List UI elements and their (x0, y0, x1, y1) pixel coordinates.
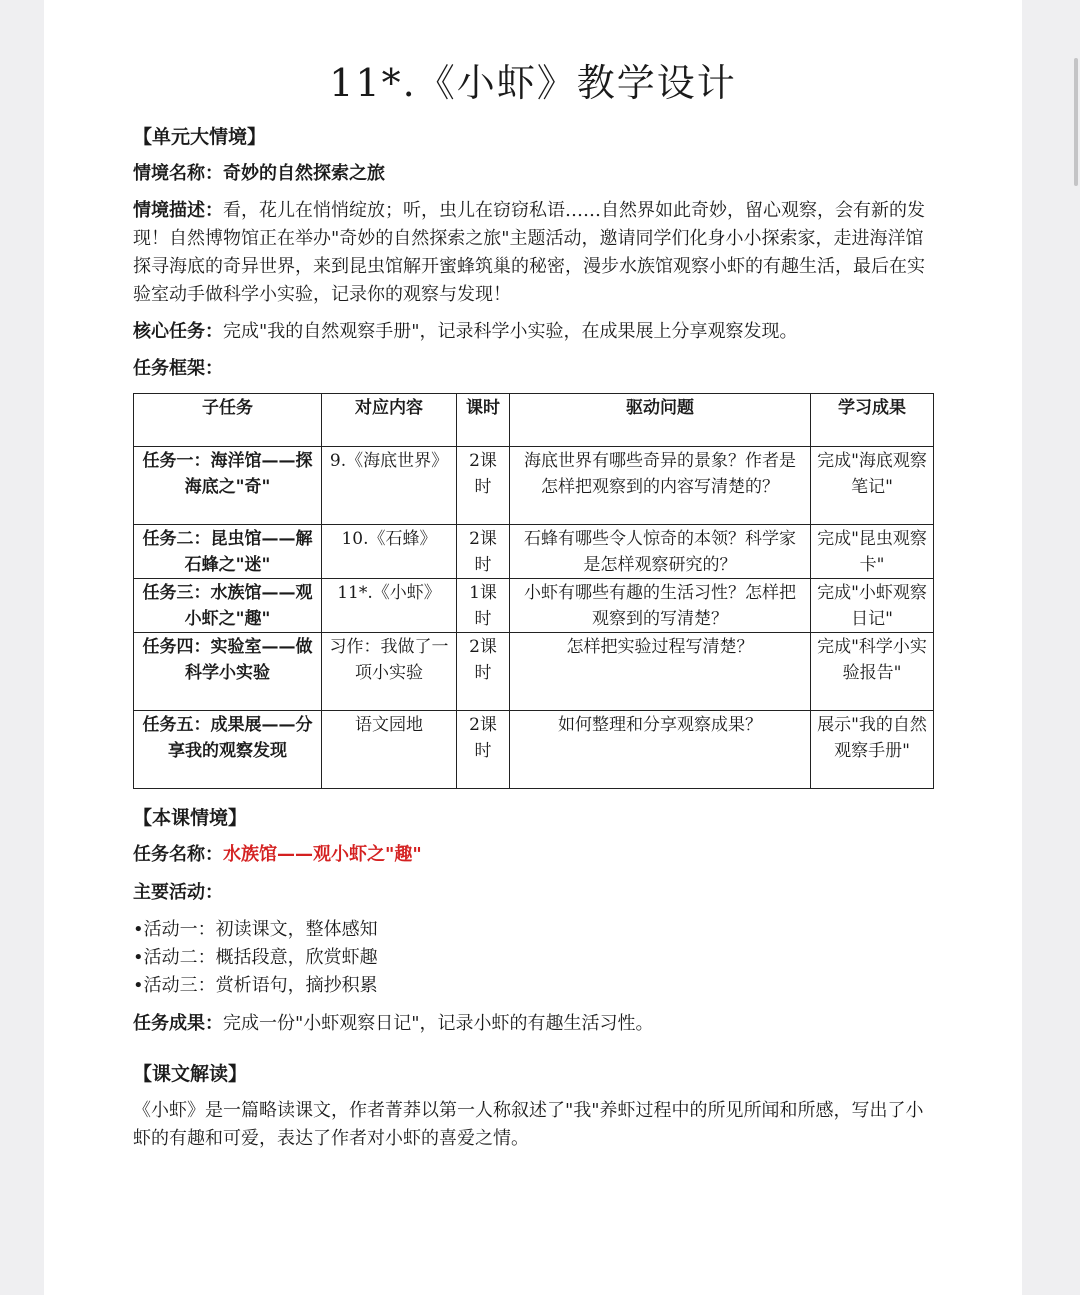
cell-question: 小虾有哪些有趣的生活习性？怎样把观察到的写清楚？ (510, 579, 811, 633)
task-framework-table (133, 393, 934, 789)
context-description (133, 197, 933, 309)
table-row (134, 447, 934, 525)
context-name-value: 奇妙的自然探索之旅 (223, 163, 385, 184)
cell-content: 11*.《小虾》 (322, 579, 457, 633)
cell-question: 怎样把实验过程写清楚？ (510, 633, 811, 711)
cell-hours: 2课时 (457, 525, 510, 579)
header-subtask: 子任务 (134, 394, 322, 447)
cell-task: 任务二：昆虫馆——解石蜂之"迷" (134, 525, 322, 579)
core-task-label: 核心任务： (133, 321, 223, 342)
lesson-context-heading: 【本课情境】 (133, 807, 248, 829)
framework-label: 任务框架： (133, 358, 223, 379)
context-name-line (133, 160, 933, 188)
cell-content: 9.《海底世界》 (322, 447, 457, 525)
text-reading-body: 《小虾》是一篇略读课文，作者菁莽以第一人称叙述了"我"养虾过程中的所见所闻和所感，写出了小虾的有趣和可爱，表达了作者对小虾的喜爱之情。 (133, 1100, 924, 1149)
lesson-outcome-value: 完成一份"小虾观察日记"，记录小虾的有趣生活习性。 (223, 1013, 654, 1034)
cell-outcome: 展示"我的自然观察手册" (811, 711, 934, 789)
table-header-row (134, 394, 934, 447)
cell-outcome: 完成"科学小实验报告" (811, 633, 934, 711)
cell-outcome: 完成"小虾观察日记" (811, 579, 934, 633)
cell-task: 任务四：实验室——做科学小实验 (134, 633, 322, 711)
lesson-outcome-line (133, 1010, 933, 1038)
activity-item: •活动二：概括段意，欣赏虾趣 (133, 947, 378, 968)
context-name-label: 情境名称： (133, 163, 223, 184)
core-task-value: 完成"我的自然观察手册"，记录科学小实验，在成果展上分享观察发现。 (223, 321, 798, 342)
header-content: 对应内容 (322, 394, 457, 447)
cell-task: 任务一：海洋馆——探海底之"奇" (134, 447, 322, 525)
lesson-task-name-label: 任务名称： (133, 844, 223, 865)
cell-task: 任务五：成果展——分享我的观察发现 (134, 711, 322, 789)
cell-hours: 2课时 (457, 711, 510, 789)
document-title: 11*.《小虾》教学设计 (329, 61, 737, 105)
cell-content: 10.《石蜂》 (322, 525, 457, 579)
lesson-task-name-value: 水族馆——观小虾之"趣" (223, 844, 422, 865)
core-task-line (133, 318, 933, 346)
cell-question: 如何整理和分享观察成果？ (510, 711, 811, 789)
lesson-task-name-line (133, 841, 933, 869)
cell-content: 习作：我做了一项小实验 (322, 633, 457, 711)
table-row (134, 711, 934, 789)
cell-content: 语文园地 (322, 711, 457, 789)
context-desc-value: 看，花儿在悄悄绽放；听，虫儿在窃窃私语……自然界如此奇妙，留心观察，会有新的发现！自然博物馆正在举办"奇妙的自然探索之旅"主题活动，邀请同学们化身小小探索家，走进海洋馆探寻海底的奇异世界，来到昆虫馆解开蜜蜂筑巢的秘密，漫步水族馆观察小虾的有趣生活，最后在实验室动手做科学小实验，记录你的观察与发现！ (133, 200, 925, 305)
header-hours: 课时 (457, 394, 510, 447)
cell-outcome: 完成"海底观察笔记" (811, 447, 934, 525)
cell-question: 海底世界有哪些奇异的景象？作者是怎样把观察到的内容写清楚的？ (510, 447, 811, 525)
cell-hours: 1课时 (457, 579, 510, 633)
scrollbar-thumb[interactable] (1074, 58, 1078, 186)
cell-hours: 2课时 (457, 447, 510, 525)
lesson-outcome-label: 任务成果： (133, 1013, 223, 1034)
table-row (134, 579, 934, 633)
activities-label: 主要活动： (133, 882, 223, 903)
cell-question: 石蜂有哪些令人惊奇的本领？科学家是怎样观察研究的？ (510, 525, 811, 579)
table-row (134, 633, 934, 711)
text-reading-heading: 【课文解读】 (133, 1063, 248, 1085)
table-row (134, 525, 934, 579)
document-page (44, 0, 1022, 1295)
activity-item: •活动三：赏析语句，摘抄积累 (133, 975, 378, 996)
context-desc-label: 情境描述： (133, 200, 223, 221)
cell-outcome: 完成"昆虫观察卡" (811, 525, 934, 579)
unit-context-heading: 【单元大情境】 (133, 126, 267, 148)
header-question: 驱动问题 (510, 394, 811, 447)
cell-task: 任务三：水族馆——观小虾之"趣" (134, 579, 322, 633)
header-outcome: 学习成果 (811, 394, 934, 447)
cell-hours: 2课时 (457, 633, 510, 711)
activity-item: •活动一：初读课文，整体感知 (133, 919, 378, 940)
